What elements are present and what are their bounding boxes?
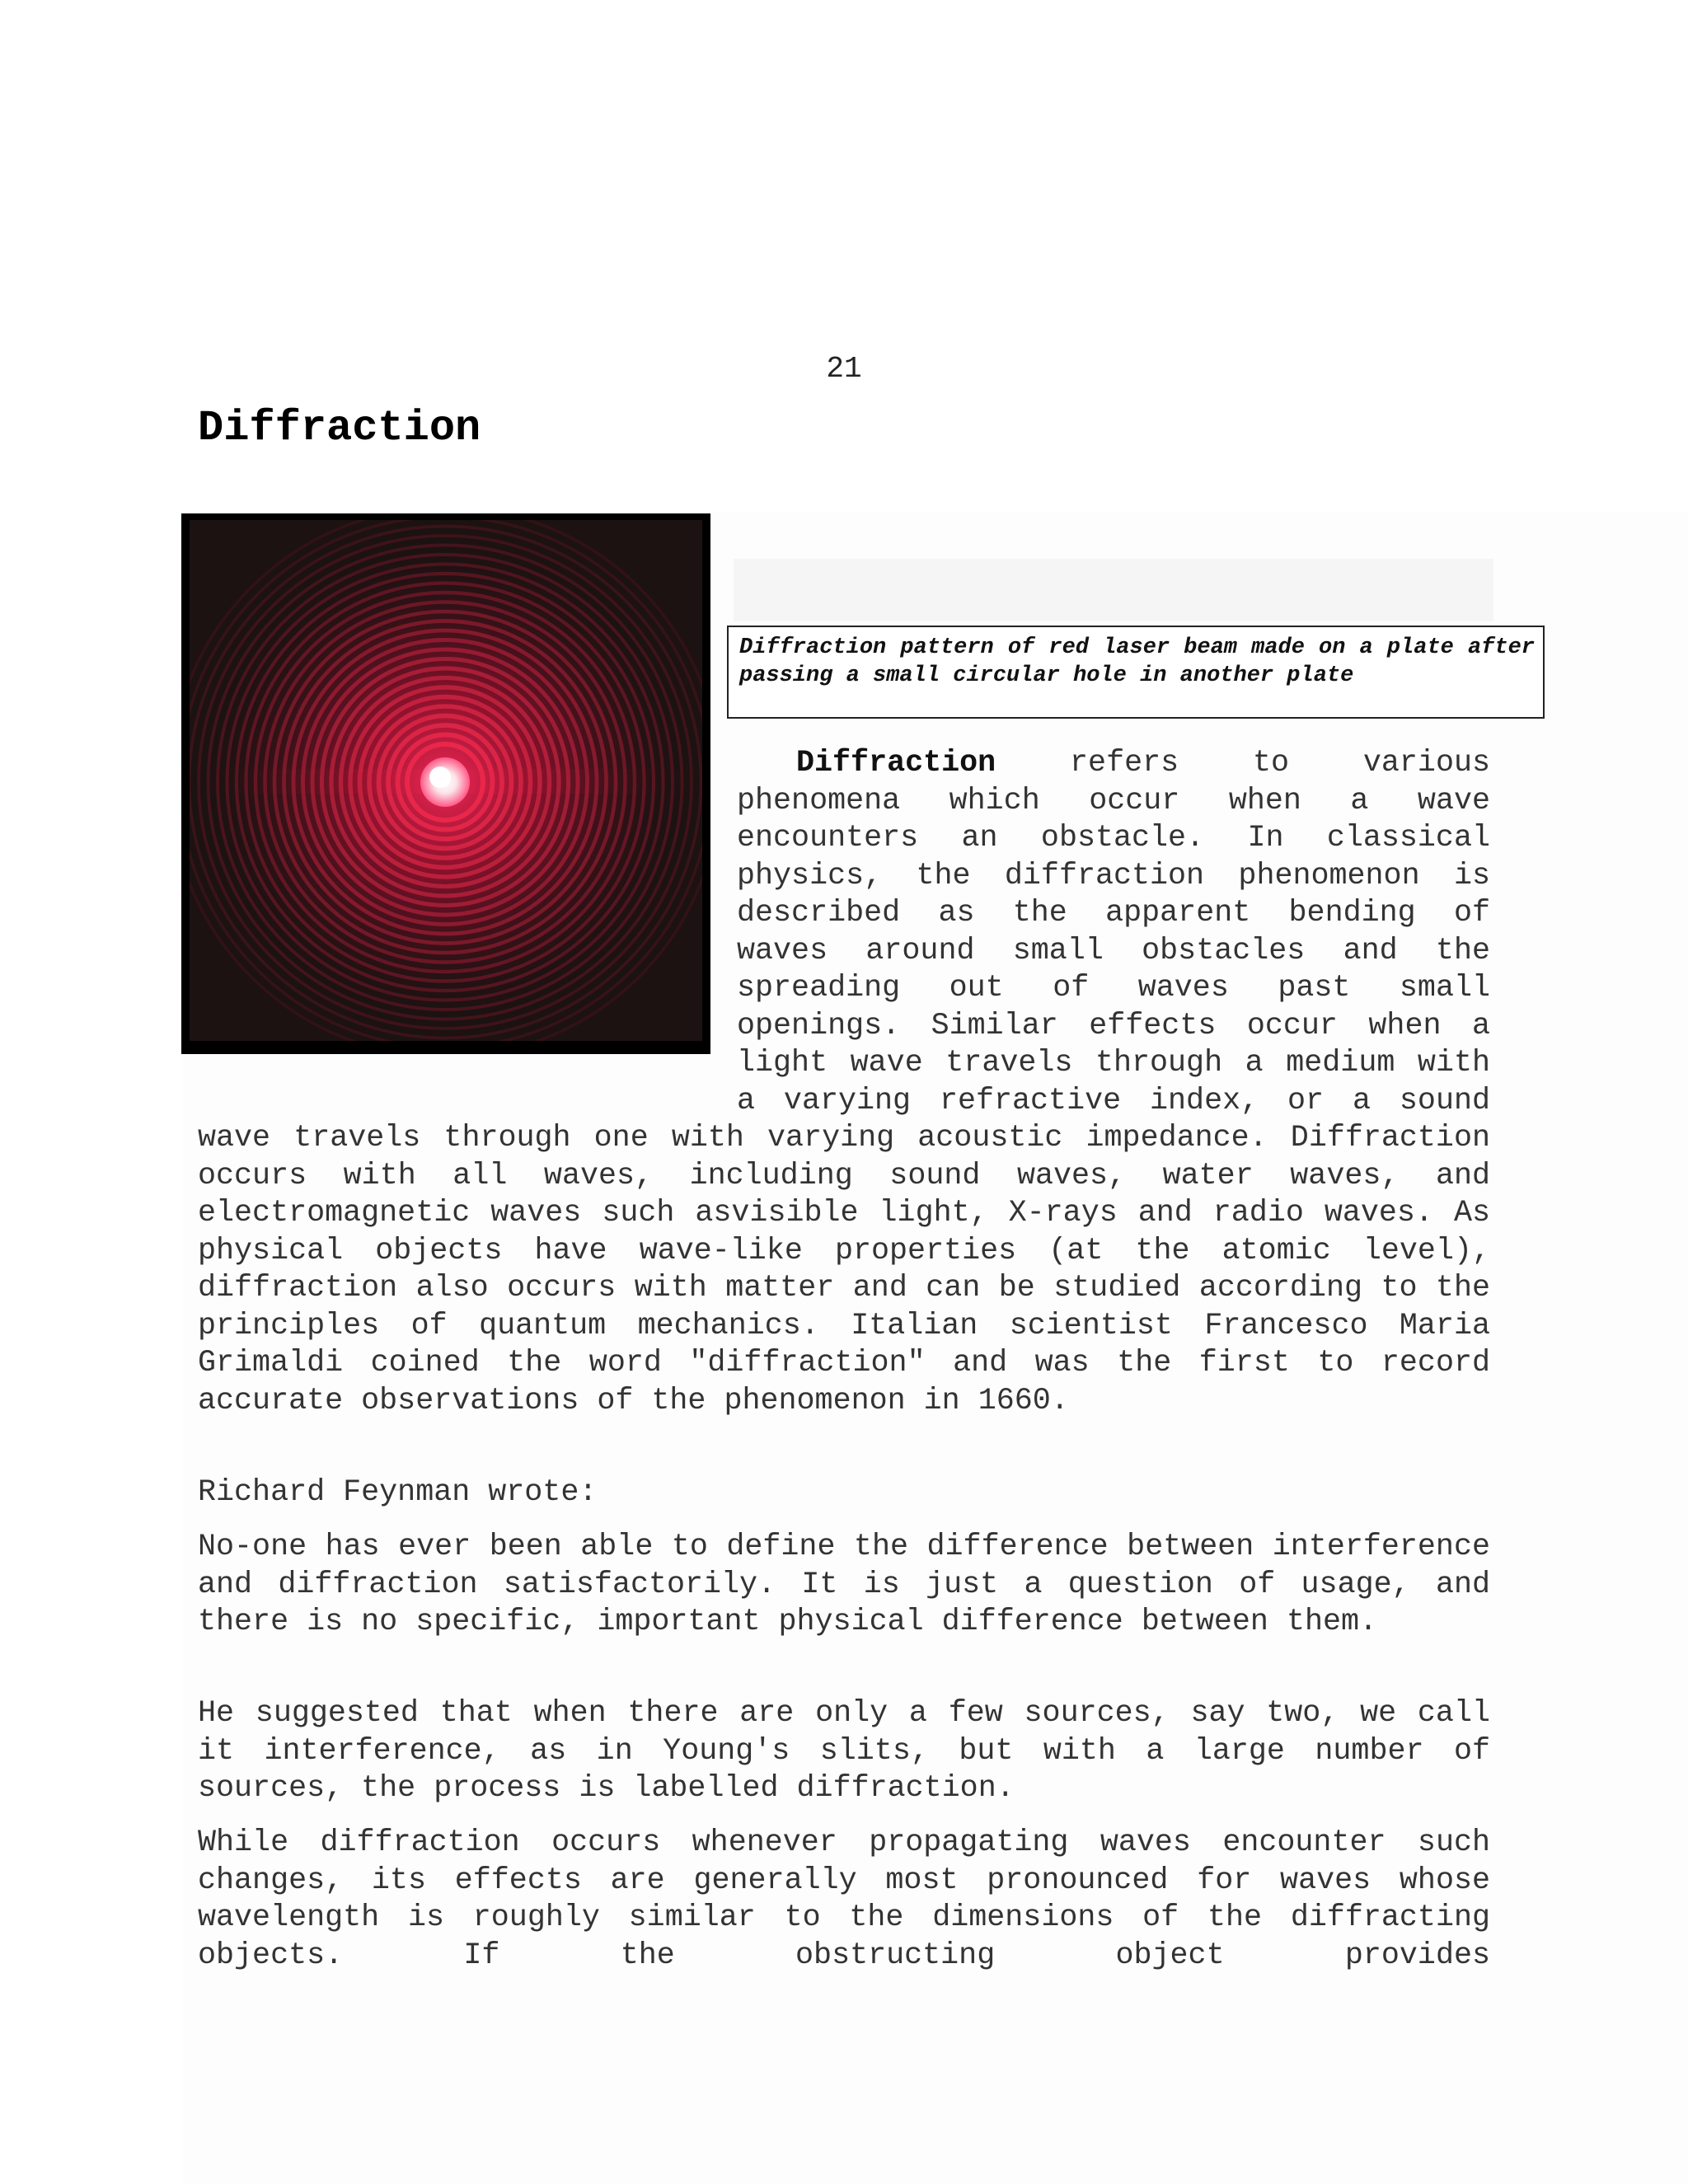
intro-text: refers to various phenomena which occur when a wave encounters an obstacle. In classical physics, the diffraction phenomenon is described as the apparent bending of waves around small obstacles and the spreading out of waves past small openings. Similar effects occur when a light wave travels through a medium with a varying refractive index, or a sound wave travels through one with varying acoustic impedance. Diffraction occurs with all waves, including sound waves, water waves, and electromagnetic waves such asvisible light, X-rays and radio waves. As physical objects have wave-like properties (at the atomic level), diffraction also occurs with matter and can be studied according to the principles of quantum mechanics. Italian scientist Francesco Maria Grimaldi coined the word "diffraction" and was the first to record accurate observations of the phenomenon in 1660. [198, 746, 1490, 1418]
intro-paragraph [198, 745, 1490, 1420]
page-title: Diffraction [198, 404, 481, 452]
suggestion-paragraph: He suggested that when there are only a few sources, say two, we call it interference, as in Young's slits, but with a large number of sources, the process is labelled diffraction. [198, 1696, 1490, 1806]
wavelength-paragraph: While diffraction occurs whenever propagating waves encounter such changes, its effects are generally most pronounced for waves whose wavelength is roughly similar to the dimensions of the diffracting objects. If the obstructing object provides [198, 1825, 1490, 1973]
intro-term: Diffraction [796, 746, 996, 780]
feynman-paragraph: Richard Feynman wrote: [198, 1475, 598, 1510]
page-number: 21 [826, 352, 862, 386]
figure-caption-header-strip [734, 559, 1493, 621]
figure-wrap-spacer [198, 745, 737, 1083]
figure-caption: Diffraction pattern of red laser beam made on a plate after passing a small circular hole in another plate [727, 626, 1545, 719]
feynman-quote-paragraph: No-one has ever been able to define the difference between interference and diffraction satisfactorily. It is just a question of usage, and there is no specific, important physical difference between them. [198, 1530, 1490, 1639]
